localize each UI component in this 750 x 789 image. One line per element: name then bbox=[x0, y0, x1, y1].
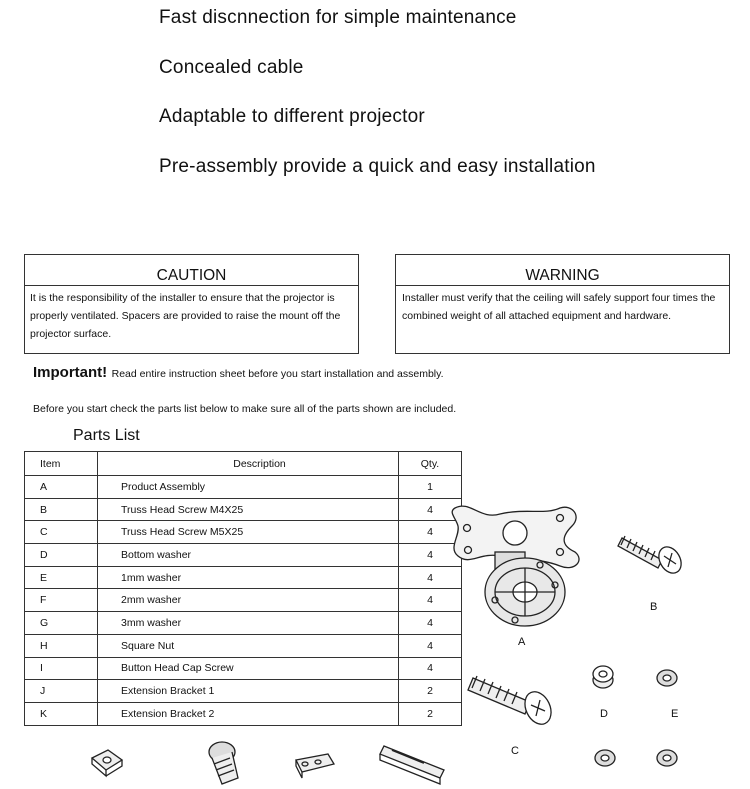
header-qty: Qty. bbox=[399, 452, 462, 476]
extension-bracket-1-illustration bbox=[296, 754, 334, 778]
row-qty: 4 bbox=[399, 612, 462, 635]
warning-text: Installer must verify that the ceiling will safely support four times the combined weight of all attached equipment and hardware. bbox=[402, 292, 716, 322]
row-qty: 4 bbox=[399, 634, 462, 657]
product-assembly-illustration bbox=[452, 506, 579, 626]
row-description: 1mm washer bbox=[98, 566, 399, 589]
row-item: B bbox=[25, 498, 98, 521]
feature-3: Adaptable to different projector bbox=[159, 106, 425, 127]
row-qty: 4 bbox=[399, 589, 462, 612]
row-description: Button Head Cap Screw bbox=[98, 657, 399, 680]
label-c: C bbox=[511, 745, 519, 757]
header-item: Item bbox=[25, 452, 98, 476]
label-b: B bbox=[650, 601, 658, 613]
button-head-cap-screw-illustration bbox=[209, 742, 238, 784]
row-item: G bbox=[25, 612, 98, 635]
row-qty: 4 bbox=[399, 498, 462, 521]
feature-2: Concealed cable bbox=[159, 57, 304, 78]
extension-bracket-2-illustration bbox=[380, 746, 444, 784]
important-label: Important! bbox=[33, 364, 108, 381]
row-item: K bbox=[25, 702, 98, 725]
row-description: 3mm washer bbox=[98, 612, 399, 635]
label-d: D bbox=[600, 708, 608, 720]
row-description: Extension Bracket 1 bbox=[98, 680, 399, 703]
row-item: D bbox=[25, 544, 98, 567]
before-note: Before you start check the parts list below to make sure all of the parts shown are included. bbox=[33, 403, 457, 415]
row-item: E bbox=[25, 566, 98, 589]
row-item: C bbox=[25, 521, 98, 544]
row-qty: 2 bbox=[399, 702, 462, 725]
parts-list-title: Parts List bbox=[73, 427, 140, 444]
row-item: F bbox=[25, 589, 98, 612]
row-qty: 4 bbox=[399, 521, 462, 544]
row-item: I bbox=[25, 657, 98, 680]
row-description: Square Nut bbox=[98, 634, 399, 657]
important-text: Read entire instruction sheet before you start installation and assembly. bbox=[111, 368, 444, 380]
feature-1: Fast discnnection for simple maintenance bbox=[159, 7, 517, 28]
bottom-washer-illustration bbox=[593, 666, 613, 688]
row-item: A bbox=[25, 476, 98, 499]
row-qty: 4 bbox=[399, 544, 462, 567]
row-description: Product Assembly bbox=[98, 476, 399, 499]
row-description: 2mm washer bbox=[98, 589, 399, 612]
label-e: E bbox=[671, 708, 679, 720]
truss-screw-m4-illustration bbox=[618, 536, 686, 577]
row-description: Truss Head Screw M4X25 bbox=[98, 498, 399, 521]
caution-text: It is the responsibility of the installer to ensure that the projector is properly ventilated. Spacers are provided to raise the mount off the projector surface. bbox=[30, 292, 341, 340]
row-item: J bbox=[25, 680, 98, 703]
washer-2mm-illustration bbox=[595, 750, 615, 766]
feature-4: Pre-assembly provide a quick and easy installation bbox=[159, 156, 596, 177]
washer-3mm-illustration bbox=[657, 750, 677, 766]
row-qty: 1 bbox=[399, 476, 462, 499]
row-qty: 4 bbox=[399, 566, 462, 589]
caution-title: CAUTION bbox=[25, 255, 358, 286]
header-description: Description bbox=[98, 452, 399, 476]
warning-title: WARNING bbox=[396, 255, 729, 286]
row-qty: 4 bbox=[399, 657, 462, 680]
row-description: Bottom washer bbox=[98, 544, 399, 567]
row-description: Truss Head Screw M5X25 bbox=[98, 521, 399, 544]
row-qty: 2 bbox=[399, 680, 462, 703]
label-a: A bbox=[518, 636, 526, 648]
row-description: Extension Bracket 2 bbox=[98, 702, 399, 725]
square-nut-illustration bbox=[92, 750, 122, 776]
washer-1mm-illustration bbox=[657, 670, 677, 686]
truss-screw-m5-illustration bbox=[468, 676, 556, 728]
row-item: H bbox=[25, 634, 98, 657]
